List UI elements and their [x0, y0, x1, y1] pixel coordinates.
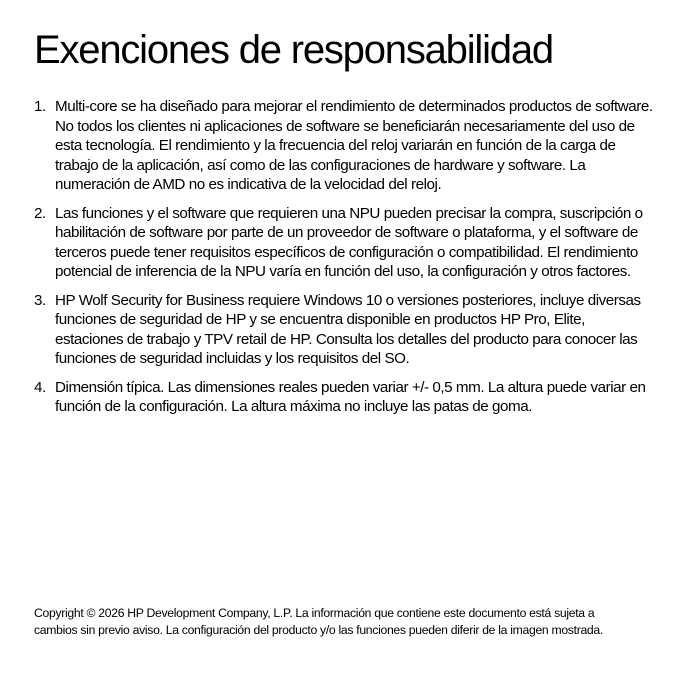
disclaimer-item-1	[34, 97, 654, 195]
page-title: Exenciones de responsabilidad	[34, 28, 553, 72]
copyright-notice: Copyright © 2026 HP Development Company, L.P. La información que contiene este documento está sujeta a cambios sin previo aviso. La configuración del producto y/o las funciones pueden diferir de la imagen mostrada.	[34, 606, 603, 637]
item-text: Multi-core se ha diseñado para mejorar el rendimiento de determinados productos de software. No todos los clientes ni aplicaciones de software se beneficiarán necesariamente del uso de esta tecnología. El rendimiento y la frecuencia del reloj variarán en función de la carga de trabajo de la aplicación, así como de las configuraciones de hardware y software. La numeración de AMD no es indicativa de la velocidad del reloj.	[55, 98, 653, 193]
item-text: Dimensión típica. Las dimensiones reales pueden variar +/- 0,5 mm. La altura puede variar en función de la configuración. La altura máxima no incluye las patas de goma.	[55, 378, 646, 415]
item-number: 4.	[34, 378, 46, 396]
disclaimer-list	[34, 97, 654, 426]
disclaimer-item-4	[34, 378, 654, 417]
item-text: HP Wolf Security for Business requiere Windows 10 o versiones posteriores, incluye diversas funciones de seguridad de HP y se encuentra disponible en productos HP Pro, Elite, estaciones de trabajo y TPV retail de HP. Consulta los detalles del producto para conocer las funciones de seguridad incluidas y los requisitos del SO.	[55, 291, 641, 367]
disclaimer-item-3	[34, 291, 654, 369]
item-number: 1.	[34, 98, 46, 115]
item-number: 3.	[34, 291, 46, 309]
item-number: 2.	[34, 204, 46, 222]
disclaimer-item-2	[34, 204, 654, 282]
item-text: Las funciones y el software que requieren una NPU pueden precisar la compra, suscripción o habilitación de software por parte de un proveedor de software o plataforma, y el software de terceros puede tener requisitos específicos de configuración o compatibilidad. El rendimiento potencial de inferencia de la NPU varía en función del uso, la configuración y otros factores.	[55, 204, 643, 280]
